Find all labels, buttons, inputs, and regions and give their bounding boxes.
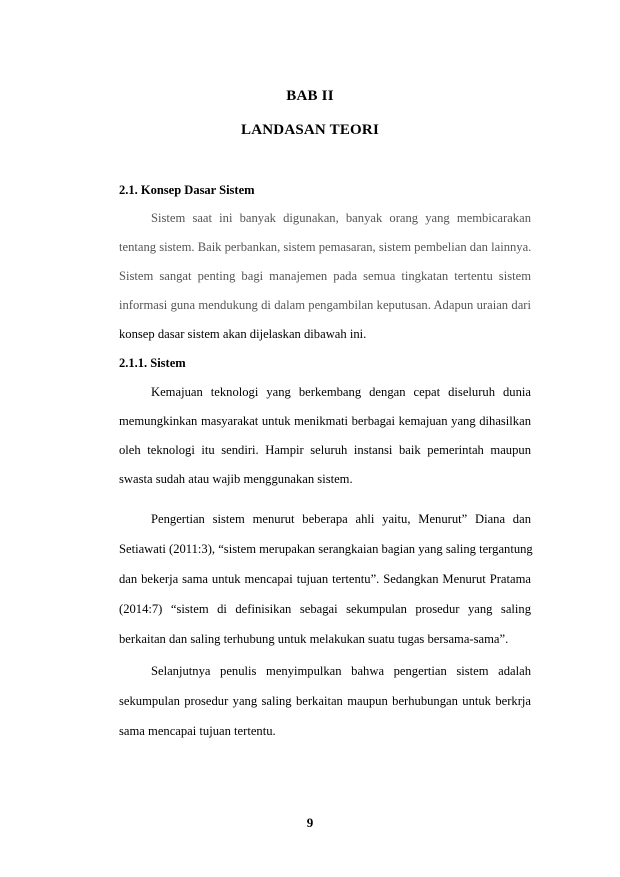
paragraph-line: sekumpulan prosedur yang saling berkaitan maupun berhubungan untuk berkrja: [119, 694, 531, 708]
paragraph-line: memungkinkan masyarakat untuk menikmati berbagai kemajuan yang dihasilkan: [119, 414, 531, 428]
paragraph-line: (2014:7) “sistem di definisikan sebagai sekumpulan prosedur yang saling: [119, 602, 531, 616]
paragraph-line: informasi guna mendukung di dalam pengambilan keputusan. Adapun uraian dari: [119, 298, 531, 312]
paragraph-line: Setiawati (2011:3), “sistem merupakan serangkaian bagian yang saling tergantung: [119, 542, 533, 556]
paragraph-line: Sistem sangat penting bagi manajemen pada semua tingkatan tertentu sistem: [119, 269, 531, 283]
paragraph-line: oleh teknologi itu sendiri. Hampir seluruh instansi baik pemerintah maupun: [119, 443, 531, 457]
paragraph-line: swasta sudah atau wajib menggunakan sistem.: [119, 472, 353, 486]
paragraph-line: berkaitan dan saling terhubung untuk melakukan suatu tugas bersama-sama”.: [119, 632, 509, 646]
paragraph-line: konsep dasar sistem akan dijelaskan dibawah ini.: [119, 327, 367, 341]
paragraph-line: Sistem saat ini banyak digunakan, banyak orang yang membicarakan: [151, 211, 531, 225]
paragraph-line: dan bekerja sama untuk mencapai tujuan tertentu”. Sedangkan Menurut Pratama: [119, 572, 531, 586]
section-heading-2-1: 2.1. Konsep Dasar Sistem: [119, 183, 255, 197]
paragraph-line: Selanjutnya penulis menyimpulkan bahwa pengertian sistem adalah: [151, 664, 531, 678]
paragraph-line: Kemajuan teknologi yang berkembang dengan cepat diseluruh dunia: [151, 385, 531, 399]
paragraph-line: Pengertian sistem menurut beberapa ahli yaitu, Menurut” Diana dan: [151, 512, 531, 526]
section-heading-2-1-1: 2.1.1. Sistem: [119, 356, 186, 370]
chapter-label: BAB II: [286, 88, 334, 104]
page-number: 9: [306, 815, 314, 830]
paragraph-line: sama mencapai tujuan tertentu.: [119, 724, 276, 738]
chapter-title: LANDASAN TEORI: [241, 122, 379, 138]
paragraph-line: tentang sistem. Baik perbankan, sistem pemasaran, sistem pembelian dan lainnya.: [119, 240, 532, 254]
